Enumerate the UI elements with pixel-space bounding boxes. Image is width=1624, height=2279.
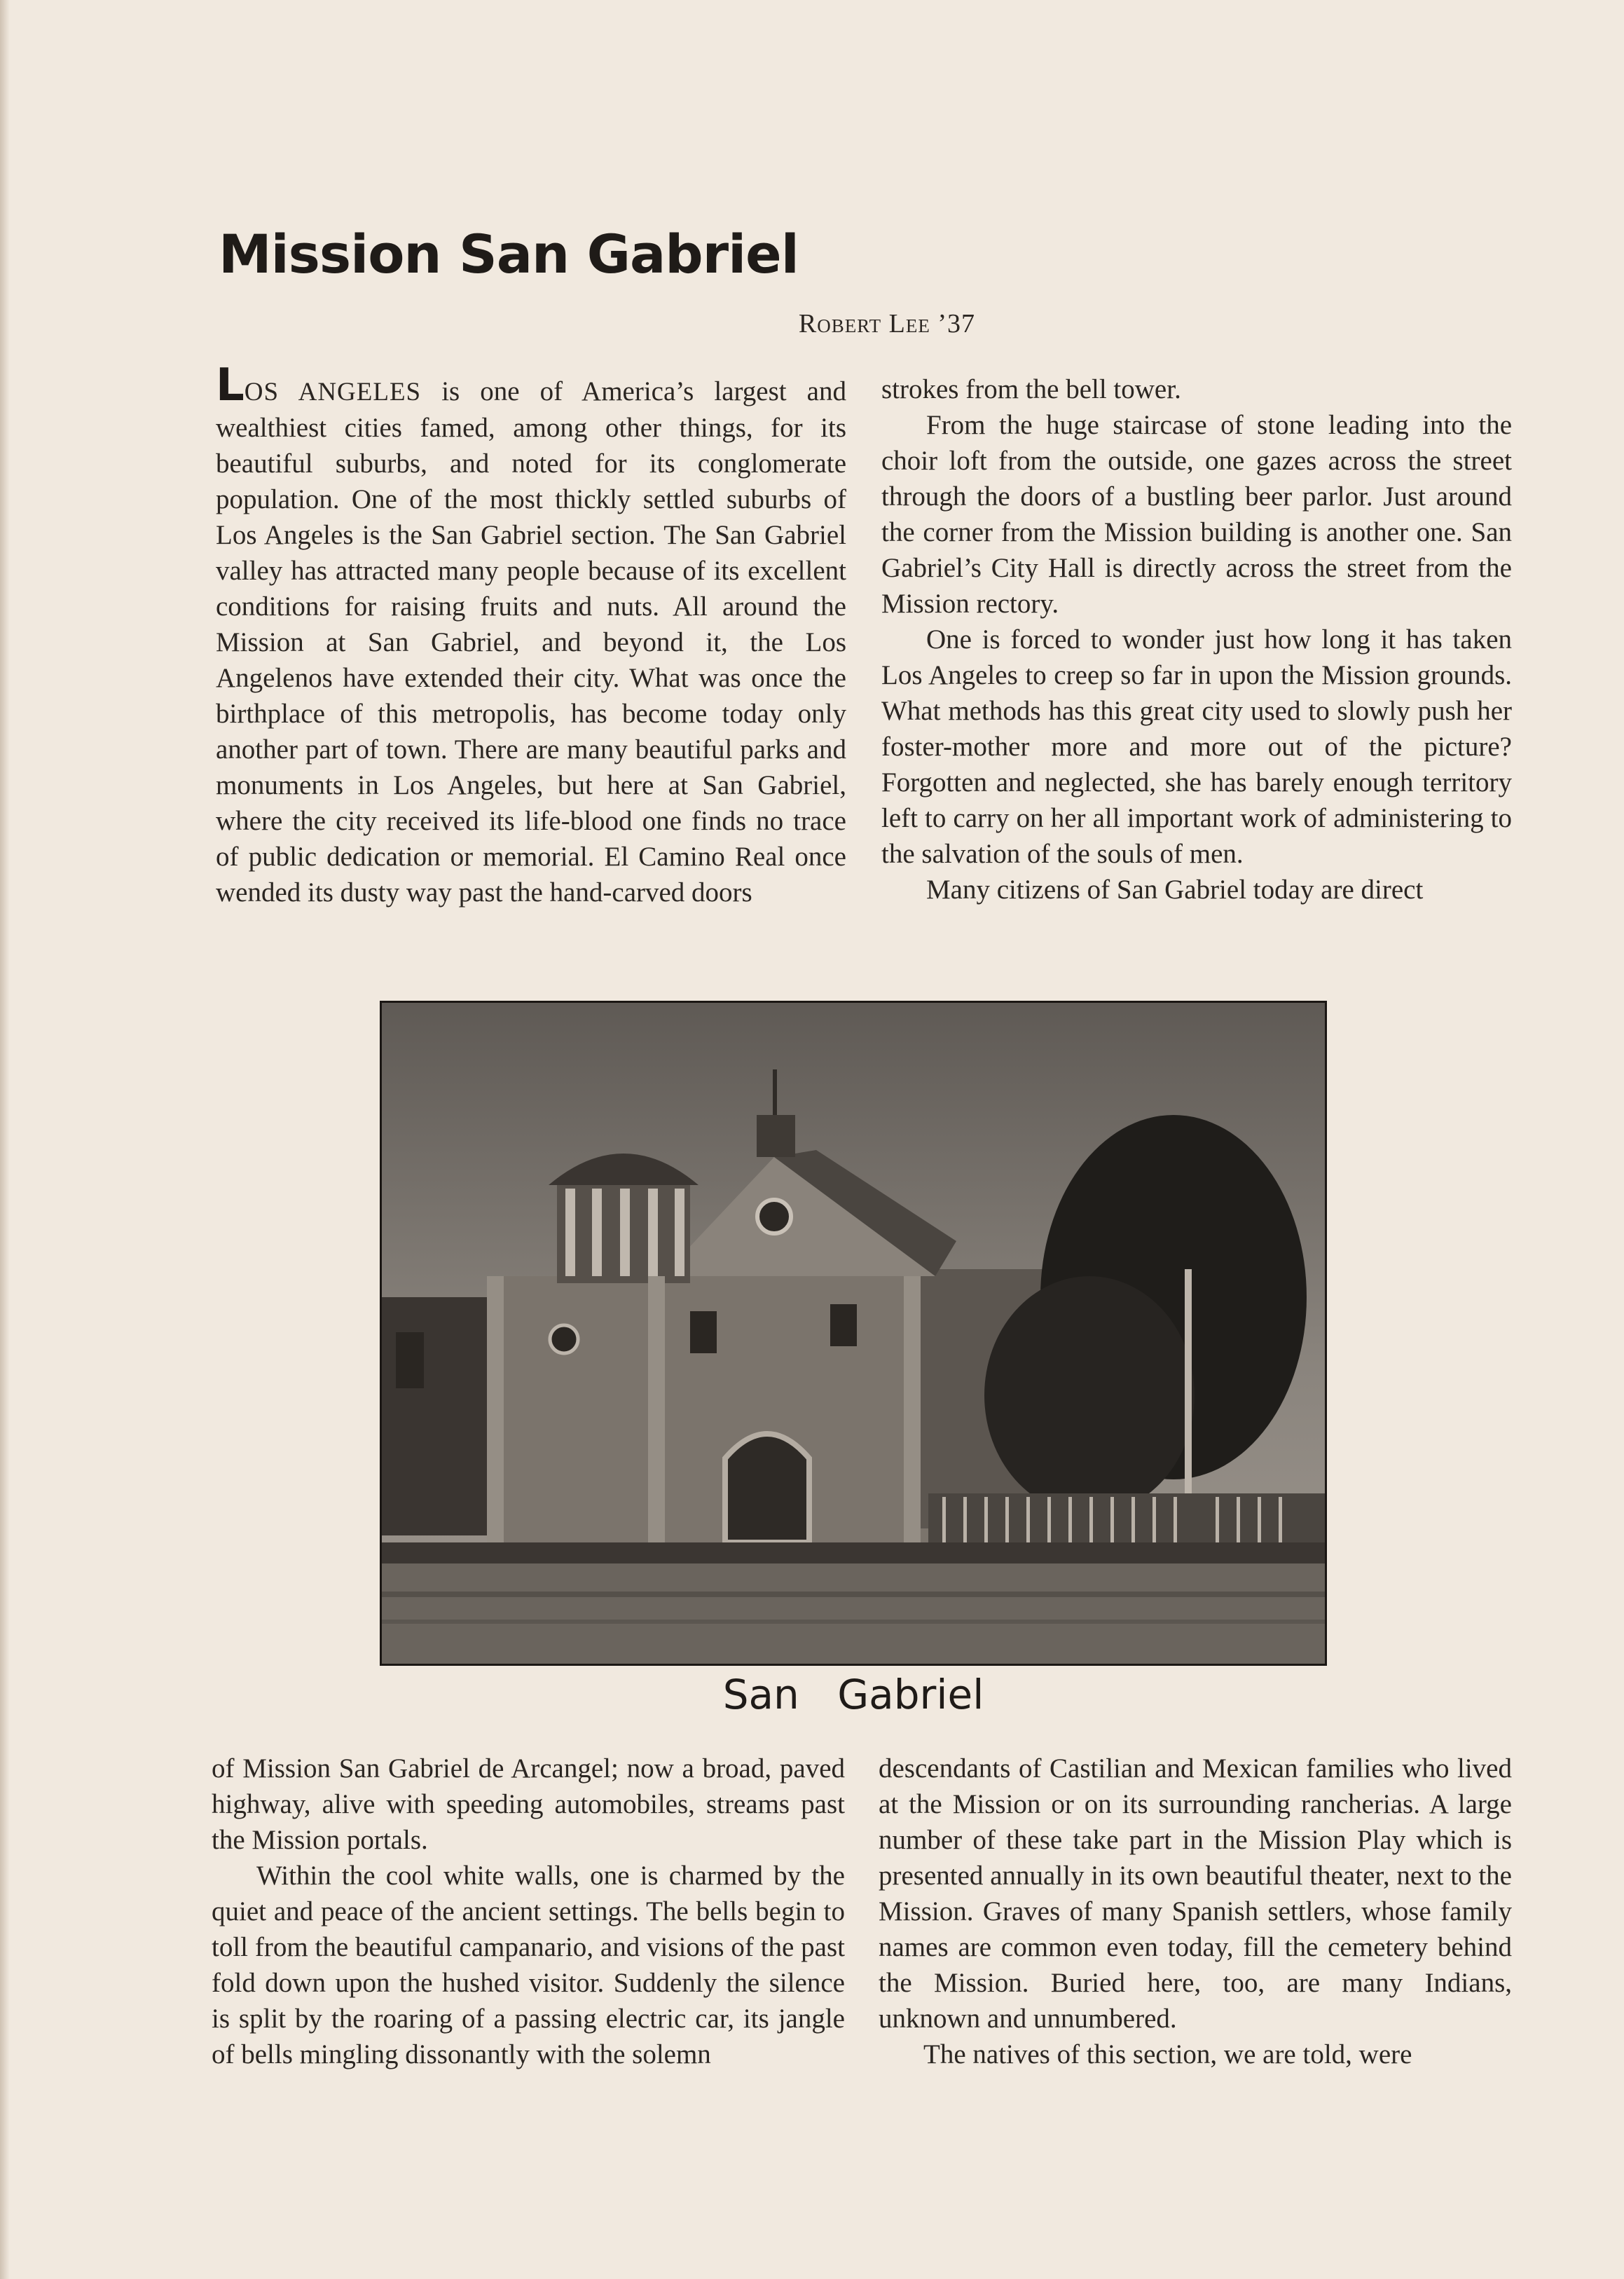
drop-cap: L [216, 360, 245, 411]
article-byline: Robert Lee ’37 [798, 309, 975, 338]
column-bottom-left [212, 1751, 845, 2072]
photo-caption: San Gabriel [722, 1671, 984, 1718]
paragraph: One is forced to wonder just how long it has taken Los Angeles to creep so far in upon the Mission grounds. What methods has this great city used to slowly push her foster-mother more and more out of the picture? Forgotten and neglected, she has barely enough territory left to carry on her all important work of administering to the salvation of the souls of men. [881, 624, 1512, 869]
column-bottom-right [879, 1751, 1512, 2072]
paragraph: The natives of this section, we are told, were [923, 2039, 1412, 2069]
paragraph: From the huge staircase of stone leading into the choir loft from the outside, one gazes across the street through the doors of a bustling beer parlor. Just around the corner from the Mission building is another one. San Gabriel’s City Hall is directly across the street from the Mission rectory. [881, 410, 1512, 619]
lead-words: OS ANGELES [244, 378, 422, 406]
paragraph: is one of America’s largest and wealthiest cities famed, among other things, for its beautiful suburbs, and noted for its conglomerate population. One of the most thickly settled suburbs of Los Angeles is the San Gabriel section. The San Gabriel valley has attracted many people because of its excellent conditions for raising fruits and nuts. All around the Mission at San Gabriel, and beyond it, the Los Angelenos have extended their city. What was once the birthplace of this metropolis, has become today only another part of town. There are many beautiful parks and monuments in Los Angeles, but here at San Gabriel, where the city received its life-blood one finds no trace of public dedication or memorial. El Camino Real once wended its dusty way past the hand-carved doors [216, 376, 846, 908]
column-top-left [216, 360, 846, 910]
paragraph: of Mission San Gabriel de Arcangel; now a broad, paved highway, alive with speeding automobiles, streams past the Mission portals. [212, 1753, 845, 1855]
paragraph: descendants of Castilian and Mexican families who lived at the Mission or on its surrounding rancherias. A large number of these take part in the Mission Play which is presented annually in its own beautiful theater, next to the Mission. Graves of many Spanish settlers, whose family names are common even today, fill the cemetery behind the Mission. Buried here, too, are many Indians, unknown and unnumbered. [879, 1753, 1512, 2034]
article-title: Mission San Gabriel [219, 223, 799, 285]
paragraph: Many citizens of San Gabriel today are direct [926, 875, 1424, 905]
page-edge-shadow [0, 0, 10, 2279]
mission-photograph [380, 1001, 1327, 1666]
column-top-right [881, 371, 1512, 908]
paragraph: strokes from the bell tower. [881, 374, 1181, 404]
paragraph: Within the cool white walls, one is charmed by the quiet and peace of the ancient settings. The bells begin to toll from the beautiful campanario, and visions of the past fold down upon the hushed visitor. Suddenly the silence is split by the roaring of a passing electric car, its jangle of bells mingling dissonantly with the solemn [212, 1861, 845, 2069]
